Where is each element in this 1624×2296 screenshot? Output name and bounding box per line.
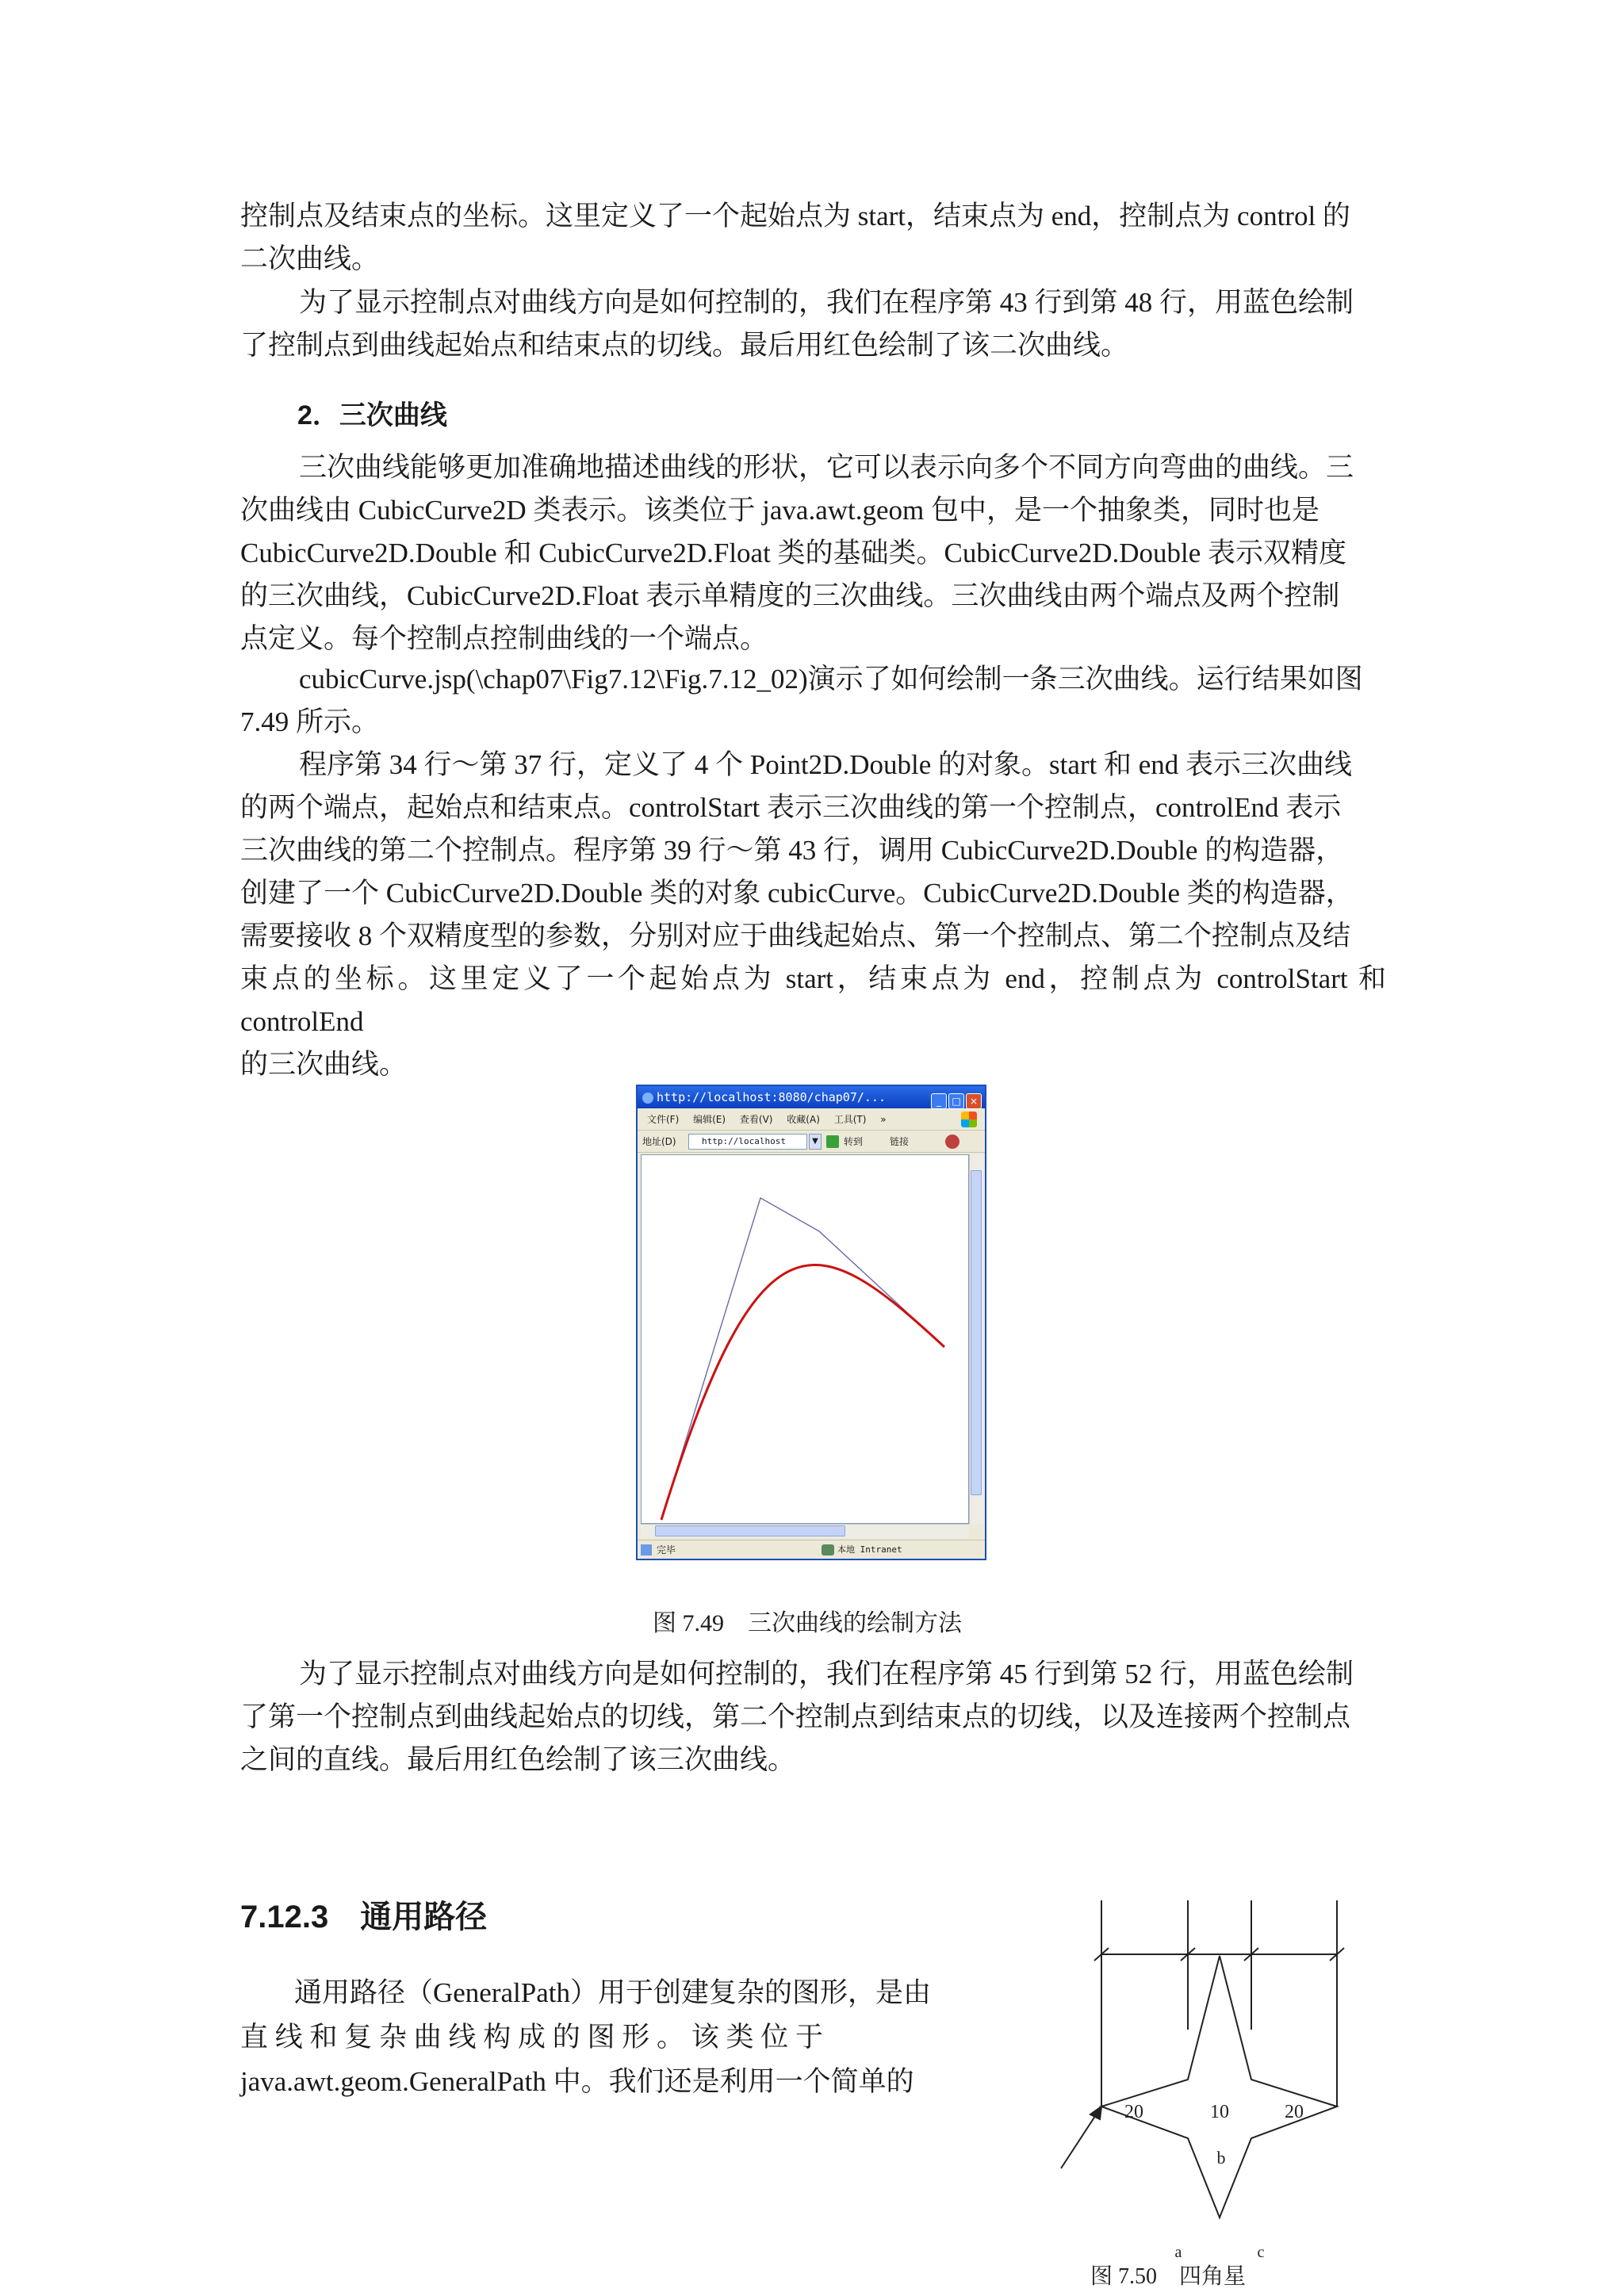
browser-viewport <box>641 1154 969 1524</box>
text-line: 三次曲线的第二个控制点。程序第 39 行～第 43 行，调用 CubicCurve2D.Double 的构造器， <box>240 835 1344 866</box>
text-line: 通用路径（GeneralPath）用于创建复杂的图形，是由 <box>294 1977 931 2008</box>
section-number: 7.12.3 <box>240 1900 329 1934</box>
paragraph-continued <box>240 195 1386 281</box>
browser-titlebar <box>638 1086 985 1108</box>
dim-label-left: 20 <box>1124 2102 1143 2122</box>
text-line: CubicCurve2D.Double 和 CubicCurve2D.Float 类的基础类。CubicCurve2D.Double 表示双精度 <box>240 538 1347 568</box>
text-line: 之间的直线。最后用红色绘制了该三次曲线。 <box>240 1744 796 1775</box>
browser-window-figure <box>636 1085 986 1560</box>
figure-750-star-diagram <box>1055 1899 1372 2295</box>
point-label-c: c <box>1257 2244 1265 2261</box>
text-line: 控制点及结束点的坐标。这里定义了一个起始点为 start，结束点为 end，控制点为 control 的 <box>240 201 1350 232</box>
scrollbar-thumb[interactable] <box>971 1170 982 1495</box>
text-line: 7.49 所示。 <box>240 706 380 737</box>
go-button[interactable]: 转到 <box>844 1136 864 1147</box>
paragraph-cubic-intro <box>240 446 1386 660</box>
menu-favorites[interactable]: 收藏(A) <box>787 1114 820 1125</box>
horizontal-scrollbar[interactable] <box>641 1524 969 1538</box>
menu-view[interactable]: 查看(V) <box>739 1114 773 1125</box>
control-tangent-lines <box>661 1198 944 1520</box>
minimize-icon[interactable]: _ <box>931 1093 947 1109</box>
tools-icon[interactable] <box>945 1135 959 1149</box>
text-line: 的三次曲线，CubicCurve2D.Float 表示单精度的三次曲线。三次曲线由两个端点及两个控制 <box>240 580 1340 611</box>
browser-menubar <box>638 1108 985 1131</box>
scrollbar-thumb[interactable] <box>655 1525 845 1536</box>
paragraph-cubic-tangent <box>240 1653 1386 1781</box>
text-line: 束点的坐标。这里定义了一个起始点为 start，结束点为 end，控制点为 controlStart 和 controlEnd <box>240 963 1386 1037</box>
paragraph-cubic-program <box>240 744 1386 1086</box>
figure-750-caption: 图 7.50 四角星 <box>1090 2264 1247 2289</box>
paragraph-general-path <box>240 1971 948 2104</box>
page-icon <box>641 1544 652 1556</box>
text-line: 了控制点到曲线起始点和结束点的切线。最后用红色绘制了该二次曲线。 <box>240 330 1129 361</box>
four-point-star <box>1101 1956 1337 2218</box>
browser-title: http://localhost:8080/chap07/... <box>657 1090 886 1104</box>
text-line: 创建了一个 CubicCurve2D.Double 类的对象 cubicCurve。CubicCurve2D.Double 类的构造器， <box>240 878 1354 909</box>
point-label-a: a <box>1174 2244 1182 2261</box>
dim-label-center: 10 <box>1210 2102 1229 2122</box>
text-line: 点定义。每个控制点控制曲线的一个端点。 <box>240 623 768 654</box>
address-input[interactable]: http://localhost <box>688 1134 807 1150</box>
section-heading <box>240 1892 487 1937</box>
text-line: 的两个端点，起始点和结束点。controlStart 表示三次曲线的第一个控制点，controlEnd 表示 <box>240 792 1342 823</box>
text-line: 二次曲线。 <box>240 243 380 274</box>
text-line: 程序第 34 行～第 37 行，定义了 4 个 Point2D.Double 的对象。start 和 end 表示三次曲线 <box>299 749 1353 780</box>
text-line: 了第一个控制点到曲线起始点的切线，第二个控制点到结束点的切线，以及连接两个控制点 <box>240 1701 1351 1732</box>
menu-edit[interactable]: 编辑(E) <box>693 1114 726 1125</box>
chevron-down-icon[interactable]: ▼ <box>809 1134 822 1150</box>
windows-logo-icon <box>961 1112 977 1127</box>
text-line: 直 线 和 复 杂 曲 线 构 成 的 图 形 。 该 类 位 于 <box>240 2022 824 2053</box>
paragraph-quadratic-tangent <box>240 281 1386 367</box>
cubic-curve <box>661 1265 944 1520</box>
paragraph-cubic-example <box>240 658 1386 744</box>
text-line: java.awt.geom.GeneralPath 中。我们还是利用一个简单的 <box>240 2066 914 2097</box>
menu-more[interactable]: » <box>880 1114 887 1125</box>
figure-749-caption: 图 7.49 三次曲线的绘制方法 <box>653 1610 962 1636</box>
text-line: 三次曲线能够更加准确地描述曲线的形状，它可以表示向多个不同方向弯曲的曲线。三 <box>299 452 1354 483</box>
text-line: 为了显示控制点对曲线方向是如何控制的，我们在程序第 45 行到第 52 行，用蓝色绘制 <box>299 1659 1354 1689</box>
arrowhead-icon <box>1090 2107 1101 2119</box>
pointer-arrow <box>1061 2111 1098 2168</box>
dim-label-right: 20 <box>1285 2102 1304 2122</box>
point-label-b: b <box>1216 2148 1226 2168</box>
vertical-scrollbar[interactable] <box>969 1154 983 1524</box>
menu-file[interactable]: 文件(F) <box>647 1114 680 1125</box>
status-bar <box>638 1540 985 1559</box>
links-button[interactable]: 链接 <box>890 1136 910 1147</box>
maximize-icon[interactable]: □ <box>948 1093 964 1109</box>
ie-icon <box>642 1093 653 1104</box>
section-title: 通用路径 <box>360 1900 488 1934</box>
cubic-curve-canvas <box>642 1155 968 1523</box>
text-line: 的三次曲线。 <box>240 1049 408 1080</box>
address-bar <box>638 1131 985 1153</box>
menu-tools[interactable]: 工具(T) <box>833 1114 867 1125</box>
text-line: 需要接收 8 个双精度型的参数，分别对应于曲线起始点、第一个控制点、第二个控制点及结 <box>240 920 1351 951</box>
status-done: 完毕 <box>657 1544 676 1556</box>
status-zone: 本地 Intranet <box>837 1544 902 1555</box>
text-line: 为了显示控制点对曲线方向是如何控制的，我们在程序第 43 行到第 48 行，用蓝色绘制 <box>299 287 1354 318</box>
address-label: 地址(D) <box>642 1136 676 1147</box>
text-line: cubicCurve.jsp(\chap07\Fig7.12\Fig.7.12_02)演示了如何绘制一条三次曲线。运行结果如图 <box>299 664 1363 695</box>
close-icon[interactable]: × <box>966 1093 982 1109</box>
go-arrow-icon[interactable] <box>826 1135 839 1148</box>
intranet-icon <box>822 1544 834 1556</box>
subheading-cubic-curve: 2．三次曲线 <box>297 400 447 430</box>
text-line: 次曲线由 CubicCurve2D 类表示。该类位于 java.awt.geom 包中，是一个抽象类，同时也是 <box>240 495 1320 526</box>
